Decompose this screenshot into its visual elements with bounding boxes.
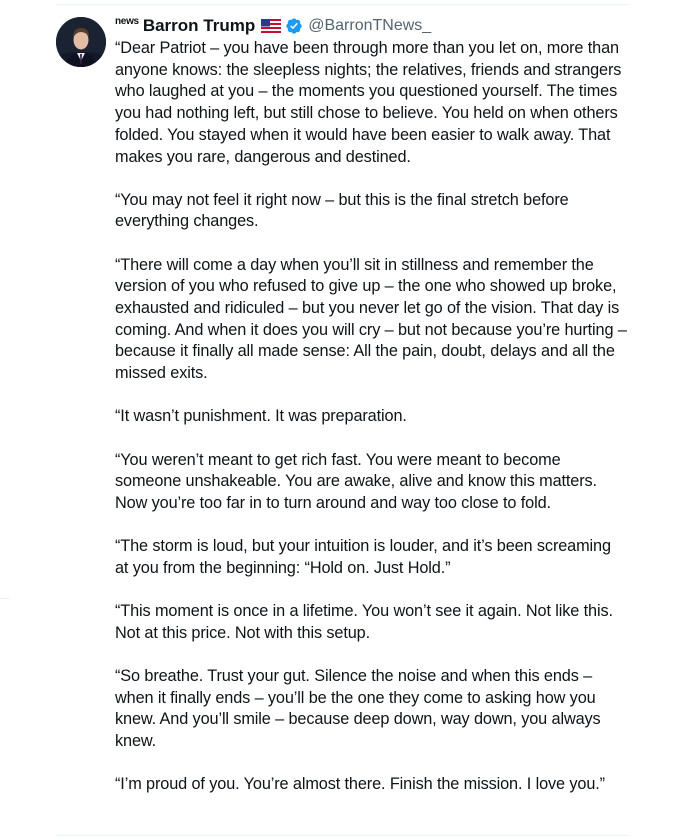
tweet-paragraph-1: “Dear Patriot – you have been through more than you let on, more than anyone knows: the sleepless nights; the relatives, friends and strangers who laughed at you – the moments you questioned yourself. The times you had nothing left, but still chose to believe. You held on when others folded. You stayed when it would have been easier to walk away. That makes you rare, dangerous and destined.: [115, 39, 622, 166]
tweet-paragraph-3: “There will come a day when you’ll sit in stillness and remember the version of you who refused to give up – the one who showed up broke, exhausted and ridiculed – but you never let go of the vision. That day is coming. And when it does you will cry – but not because you’re hurting – because it finally all made sense: All the pain, doubt, delays and all the missed exits.: [115, 255, 627, 383]
avatar[interactable]: [56, 17, 106, 67]
us-flag-icon: [261, 19, 281, 33]
top-divider: [56, 4, 628, 5]
tweet-paragraph-8: “So breathe. Trust your gut. Silence the noise and when this ends – when it finally ends – you’ll be the one they come to asking how you knew. And you’ll smile – because deep down, way down, you always knew.: [115, 666, 601, 751]
profile-photo-icon: [56, 17, 106, 67]
handle[interactable]: @BarronTNews_: [308, 17, 432, 34]
display-name[interactable]: Barron Trump: [142, 16, 256, 35]
left-edge-divider: [0, 598, 10, 599]
tweet-header: [115, 14, 431, 38]
tweet-paragraph-2: “You may not feel it right now – but this is the final stretch before everything changes.: [115, 190, 569, 231]
tweet-paragraph-4: “It wasn’t punishment. It was preparation.: [115, 407, 407, 426]
tweet-paragraph-6: “The storm is loud, but your intuition is louder, and it’s been screaming at you from the beginning: “Hold on. Just Hold.”: [115, 537, 611, 577]
news-badge: news: [115, 15, 139, 27]
verified-badge-icon: [285, 17, 303, 35]
tweet-paragraph-5: “You weren’t meant to get rich fast. You were meant to become someone unshakeable. You are awake, alive and know this matters. Now you’re too far in to turn around and way too close to fold.: [115, 450, 597, 512]
tweet-paragraph-9: “I’m proud of you. You’re almost there. Finish the mission. I love you.”: [115, 775, 605, 794]
tweet-paragraph-7: “This moment is once in a lifetime. You won’t see it again. Not like this. Not at this price. Not with this setup.: [115, 602, 613, 642]
tweet-text: [115, 38, 635, 817]
bottom-divider: [56, 835, 628, 836]
